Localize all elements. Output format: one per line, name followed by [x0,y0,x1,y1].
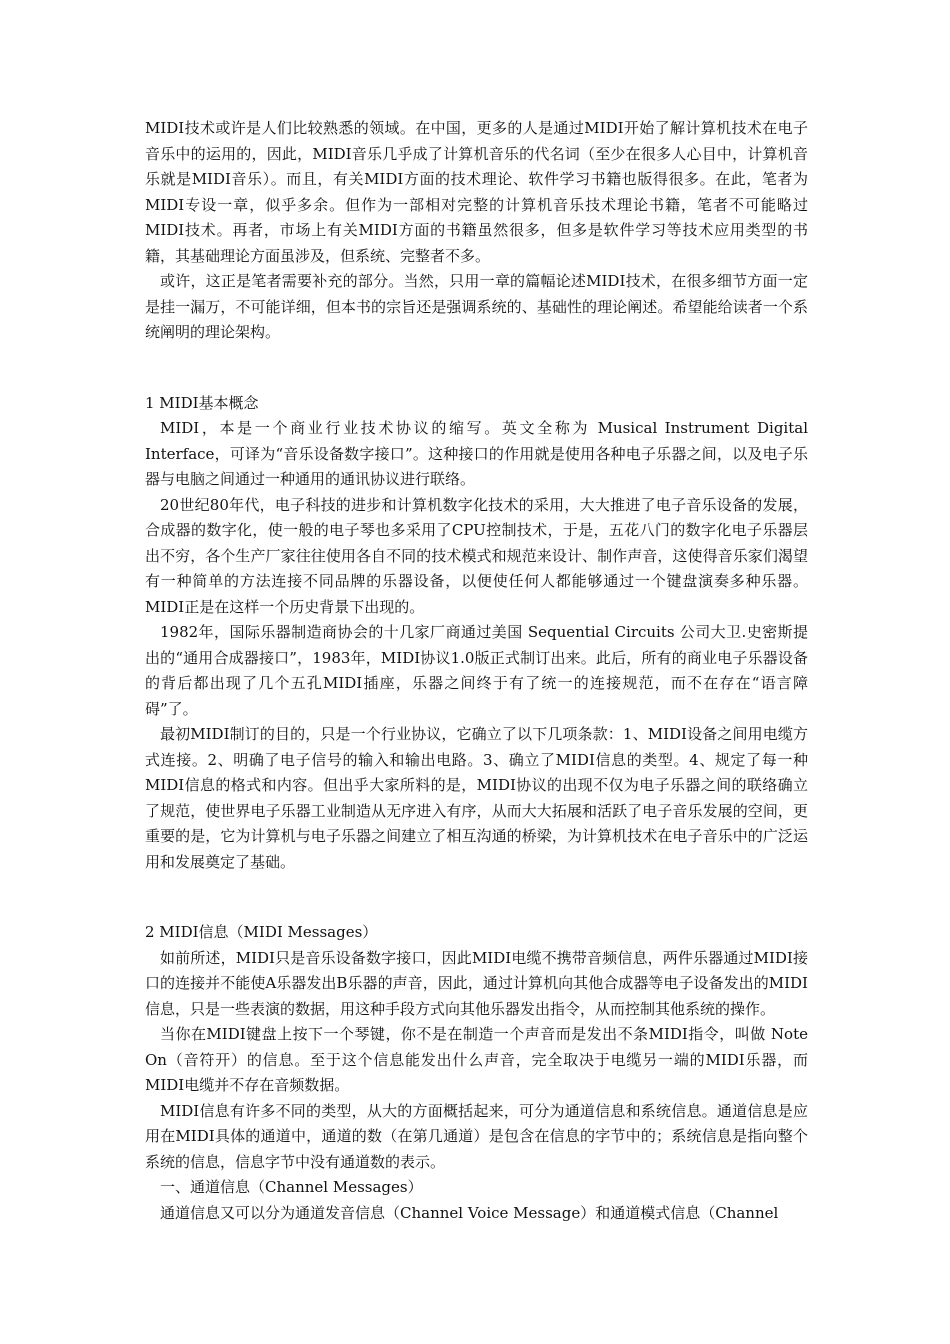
section-2-paragraph: MIDI信息有许多不同的类型，从大的方面概括起来，可分为通道信息和系统信息。通道信息是应用在MIDI具体的通道中，通道的数（在第几通道）是包含在信息的字节中的；系统信息是指向整个系统的信息，信息字节中没有通道数的表示。 [145,1101,808,1171]
section-1-heading: 1 MIDI基本概念 [145,393,259,412]
document-body [145,116,808,1226]
section-2-heading: 2 MIDI信息（MIDI Messages） [145,923,378,941]
section-2-paragraph: 当你在MIDI键盘上按下一个琴键，你不是在制造一个声音而是发出不条MIDI指令，叫做 Note On（音符开）的信息。至于这个信息能发出什么声音，完全取决于电缆另一端的MIDI乐器，而MIDI电缆并不存在音频数据。 [145,1025,808,1094]
section-1-paragraph: 20世纪80年代，电子科技的进步和计算机数字化技术的采用，大大推进了电子音乐设备的发展，合成器的数字化，使一般的电子琴也多采用了CPU控制技术，于是，五花八门的数字化电子乐器层出不穷，各个生产厂家往往使用各自不同的技术模式和规范来设计、制作声音，这使得音乐家们渴望有一种简单的方法连接不同品牌的乐器设备，以便使任何人都能够通过一个键盘演奏多种乐器。MIDI正是在这样一个历史背景下出现的。 [145,495,808,616]
intro-paragraph-1: MIDI技术或许是人们比较熟悉的领域。在中国，更多的人是通过MIDI开始了解计算机技术在电子音乐中的运用的，因此，MIDI音乐几乎成了计算机音乐的代名词（至少在很多人心目中，计算机音乐就是MIDI音乐）。而且，有关MIDI方面的技术理论、软件学习书籍也版得很多。在此，笔者为MIDI专设一章，似乎多余。但作为一部相对完整的计算机音乐技术理论书籍，笔者不可能略过MIDI技术。再者，市场上有关MIDI方面的书籍虽然很多，但多是软件学习等技术应用类型的书籍，其基础理论方面虽涉及，但系统、完整者不多。 [145,119,808,265]
spacer [145,875,808,920]
section-2-paragraph: 如前所述，MIDI只是音乐设备数字接口，因此MIDI电缆不携带音频信息，两件乐器通过MIDI接口的连接并不能使A乐器发出B乐器的声音，因此，通过计算机向其他合成器等电子设备发出的MIDI信息，只是一些表演的数据，用这种手段方式向其他乐器发出指令，从而控制其他系统的操作。 [145,948,808,1018]
section-2-paragraph: 通道信息又可以分为通道发音信息（Channel Voice Message）和通道模式信息（Channel [160,1203,779,1222]
section-1-paragraph: MIDI，本是一个商业行业技术协议的缩写。英文全称为 Musical Instrument Digital Interface，可译为“音乐设备数字接口”。这种接口的作用就是使用各种电子乐器之间，以及电子乐器与电脑之间通过一种通用的通讯协议进行联络。 [145,419,808,488]
intro-paragraph-2: 或许，这正是笔者需要补充的部分。当然，只用一章的篇幅论述MIDI技术，在很多细节方面一定是挂一漏万，不可能详细，但本书的宗旨还是强调系统的、基础性的理论阐述。希望能给读者一个系统阐明的理论架构。 [145,272,808,341]
section-1-paragraph: 最初MIDI制订的目的，只是一个行业协议，它确立了以下几项条款：1、MIDI设备之间用电缆方式连接。2、明确了电子信号的输入和输出电路。3、确立了MIDI信息的类型。4、规定了每一种MIDI信息的格式和内容。但出乎大家所料的是，MIDI协议的出现不仅为电子乐器之间的联络确立了规范，使世界电子乐器工业制造从无序进入有序，从而大大拓展和活跃了电子音乐发展的空间，更重要的是，它为计算机与电子乐器之间建立了相互沟通的桥梁，为计算机技术在电子音乐中的广泛运用和发展奠定了基础。 [145,725,808,871]
section-2-subheading: 一、通道信息（Channel Messages） [160,1178,423,1196]
spacer [145,346,808,391]
section-1-paragraph: 1982年，国际乐器制造商协会的十几家厂商通过美国 Sequential Circuits 公司大卫.史密斯提出的“通用合成器接口”，1983年，MIDI协议1.0版正式制订出来。此后，所有的商业电子乐器设备的背后都出现了几个五孔MIDI插座，乐器之间终于有了统一的连接规范，而不在存在“语言障碍”了。 [145,623,808,718]
